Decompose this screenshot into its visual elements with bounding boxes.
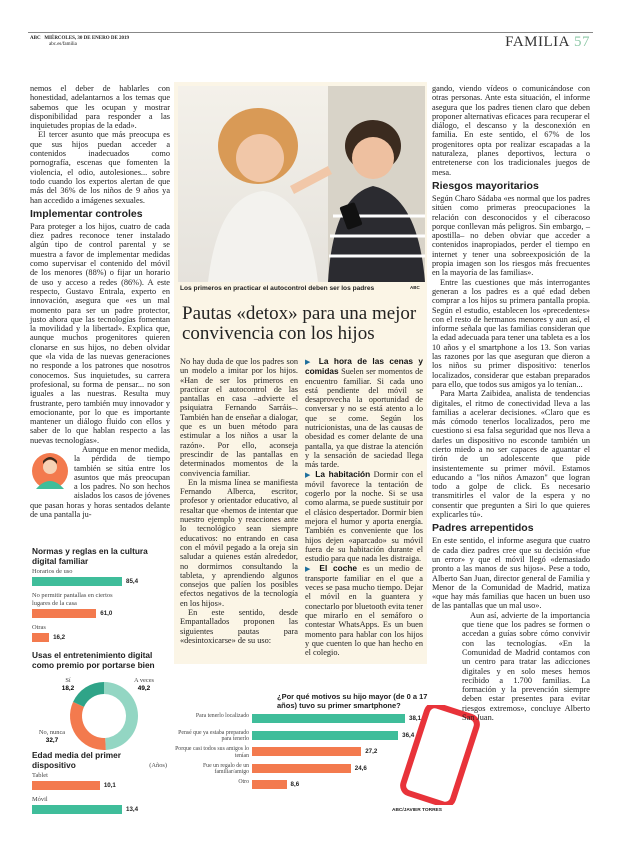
- bar: [252, 731, 398, 740]
- section-name: FAMILIA: [505, 34, 570, 50]
- bar-value: 16,2: [53, 634, 66, 641]
- bar-value: 10,1: [103, 782, 116, 789]
- chart-title: Normas y reglas en la cultura digital familiar: [32, 546, 148, 566]
- photo-credit: ABC: [410, 285, 420, 290]
- paragraph: Aun así, advierte de la importancia que tiene que los padres se formen o accedan a guías sobre cómo convivir con las tecnologías. «En la Comunidad de Madrid contamos con un centro para tratar las adicciones digitales y en solo meses hemos recibido a 1.700 familias. La formación y la prevención siempre deben estar presentes para evitar riesgos extremos», concluye Alberto San Juan.: [462, 610, 590, 722]
- triangle-bullet-icon: ▶: [305, 564, 314, 573]
- bar: [252, 780, 287, 789]
- subheading: Riesgos mayoritarios: [432, 179, 539, 192]
- page-number: 57: [574, 34, 590, 50]
- paragraph: Para proteger a los hijos, cuatro de cada diez padres reconoce tener instalado algún tipo de control parental y se muestra a favor de implementar medidas como supervisar el contenido del móvil de los menores (88%) o fijar un horario de uso y acceso a redes (86%). A este respecto, Gustavo Entrala, experto en innovación, asegura que «es un mal momento para ser un padre protector, justo ahora que las tecnologías fomentan la movilidad y la libertad». Explica que, aunque muchos progenitores quieren clonarse en sus hijos, no deben olvidar que «la vida de las nuevas generaciones no responde a los patrones que nosotros conocemos. Sus inquietudes, su carrera profesional, su forma de pensar... no son iguales a las nuestras. Resulta muy frustrante, pero también muy innovador y emocionante, por lo que es importante mantener un diálogo fluido con ellos y saber de lo que hablan respecto a las nuevas tecnologías».: [30, 221, 170, 445]
- paragraph: Entre las cuestiones que más interrogantes generan a los padres es a qué edad deben comprar a los hijos su primera pantalla propia. Según el estudio, establecen los «precedentes» con el resto de hermanos menores y aun así, el informe señala que las familias consideran que la edad adecuada para tener una tableta es a los 10 años y el smartphone a los 13. Son varias las razones por las que aseguran que dieron a los niños su primer dispositivo: tenerlos localizados, considerar que estaban preparados para ello, que todos sus amigos ya lo tenían...: [432, 277, 590, 389]
- bar: [32, 609, 96, 618]
- bar: [32, 577, 122, 586]
- paragraph: Aunque en menor medida, la pérdida de tiempo también se sitúa entre los asuntos que más preocupan a los padres. No son hechos aislados los casos de jóvenes que pasan horas y horas sentados delante de una pantalla ju-: [30, 444, 171, 520]
- date: MIÉRCOLES, 30 DE ENERO DE 2019: [44, 36, 130, 41]
- section-header: [505, 34, 590, 51]
- graphic-credit: ABC/JAVIER TORRES: [392, 808, 442, 813]
- bar-label: Horarios de uso: [32, 568, 73, 575]
- bar-value: 24,6: [354, 764, 367, 772]
- subheading: Padres arrepentidos: [432, 522, 534, 535]
- chart-age: [32, 750, 167, 830]
- subheading: Implementar controles: [30, 207, 143, 220]
- bar-value: 38,1: [409, 715, 422, 722]
- brand: ABC: [30, 36, 41, 41]
- slice-value: 32,7: [45, 737, 59, 744]
- bar-value: 61,0: [100, 610, 113, 617]
- chart-title: Edad media del primer dispositivo: [32, 750, 121, 770]
- sidebar-column-1: [180, 357, 298, 645]
- slice-label: A veces: [133, 677, 155, 684]
- bar-label: Otro: [238, 779, 249, 785]
- tip-text: Suelen ser momentos de encuentro familiar. Si cada uno está pendiente del móvil se desaprovecha la oportunidad de conversar y no se está atento a lo que se come. Según los nutricionistas, una de las causas de obesidad es comer delante de una pantalla, ya que distrae la atención y la sensación de saciedad llega más tarde.: [305, 367, 423, 470]
- bar-value: 85,4: [126, 578, 139, 585]
- paragraph: En este sentido, el informe asegura que cuatro de cada diez padres cree que su decisión «fue un error» y que el móvil llegó «demasiado pronto a las manos de sus hijos». Pese a todo, Alberto San Juan, director general de Familia y Menor de la Comunidad de Madrid, matiza «que hay más familias que hacen un buen uso de las pantallas que un mal uso».: [432, 536, 590, 611]
- header-meta: [30, 36, 129, 48]
- bar: [32, 633, 49, 642]
- slice-label: No, nunca: [38, 729, 66, 736]
- bar-label: Pensé que ya estaba preparado para tenerlo: [178, 729, 249, 743]
- left-column: [30, 84, 170, 519]
- chart-title: Usas el entretenimiento digital como premio por portarse bien: [32, 650, 155, 670]
- paragraph: Según Charo Sádaba «es normal que los padres sitúen como primeras preocupaciones la relación con desconocidos y el ciberacoso porque conllevan más peligros. Sin embargo, –apostilla– no deben obviar que acceder a contenidos inapropiados, perder el tiempo en internet y tener una sobreexposición de la propia imagen son los riesgos más frecuentes en la mayoría de las familias».: [432, 193, 590, 278]
- url[interactable]: abc.es/familia: [49, 42, 77, 47]
- triangle-bullet-icon: ▶: [305, 470, 312, 479]
- slice-value: 49,2: [137, 685, 151, 692]
- right-column: [432, 84, 590, 722]
- tip-heading: El coche: [319, 562, 358, 573]
- bar-label: Fue un regalo de un familiar/amigo: [202, 762, 249, 776]
- sidebar-column-2: [305, 357, 423, 658]
- person-icon: [30, 449, 70, 495]
- photo-caption: Los primeros en practicar el autocontrol deben ser los padres: [180, 285, 375, 292]
- chart-title: ¿Por qué motivos su hijo mayor (de 0 a 17 años) tuvo su primer smartphone?: [277, 692, 428, 710]
- chart-smartphone: [172, 714, 432, 804]
- unit-label: (Años): [149, 762, 167, 769]
- donut-slice: [73, 682, 104, 707]
- tip-heading: La habitación: [315, 468, 371, 479]
- donut-slice: [70, 702, 106, 750]
- paragraph: gando, viendo vídeos o comunicándose con otras personas. Ante esta situación, el informe asegura que los padres tienen claro que deben proponer alternativas eficaces para recuperar el diálogo, el descanso y la desconexión en familia. En este sentido, el 67% de los progenitores opta por realizar escapadas a la naturaleza, planes deportivos, lectura o entretenerse con los tradicionales juegos de mesa.: [432, 84, 590, 177]
- triangle-bullet-icon: ▶: [305, 358, 314, 366]
- paragraph: nemos el deber de hablarles con honestidad, adelantarnos a los temas que sabemos que les ocupan y mostrar disponibilidad para responder a las inquietudes propias de la edad».: [30, 84, 170, 131]
- bar-label: No permitir pantallas en ciertos lugares de la casa: [32, 592, 113, 607]
- paragraph: En este sentido, desde Empantallados proponen las siguientes pautas para «desintoxicarse» de su uso:: [180, 608, 298, 645]
- bar-label: Móvil: [32, 796, 48, 803]
- slice-value: 18,2: [61, 685, 75, 692]
- bar: [252, 714, 405, 723]
- bar-value: 27,2: [365, 748, 378, 755]
- bar: [252, 764, 351, 773]
- chart-reward: [32, 650, 167, 744]
- bar: [32, 781, 100, 790]
- slice-label: Sí: [65, 677, 71, 684]
- bar: [252, 747, 361, 756]
- bar: [32, 805, 122, 814]
- bar-label: Tablet: [32, 772, 48, 779]
- tip-text: es un medio de transporte familiar en el que a veces se pasa mucho tiempo. Dejar el móvil en la guantera y conectarlo por bluetooth evita tener que mirarlo en el semáforo o contestar WhatsApps. Es un buen momento para hablar con los hijos y que cuenten lo que han hecho en el colegio.: [305, 563, 424, 658]
- bar-value: 13,4: [126, 806, 139, 813]
- tip-heading: La hora de las cenas y comidas: [305, 356, 423, 377]
- header-rule: [28, 32, 593, 33]
- donut-slice: [104, 682, 138, 750]
- photo: [178, 86, 425, 282]
- paragraph: No hay duda de que los padres son un modelo a imitar por los hijos. «Han de ser los primeros en practicar el autocontrol de las pantallas en casa –advierte el psiquiatra Fernando Sarráis–. También han de enseñar a dialogar, que es un buen método para estimular a los niños a usar la razón». Por ello, aconseja prescindir de las pantallas en determinados momentos de la convivencia familiar.: [180, 357, 298, 478]
- bar-value: 36,4: [402, 731, 415, 739]
- bar-value: 8,6: [290, 781, 300, 788]
- bar-label: Porque casi todos sus amigos lo tenían: [175, 746, 249, 759]
- bar-label: Para tenerlo localizado: [195, 713, 249, 719]
- sidebar-title: Pautas «detox» para una mejor convivencia con los hijos: [182, 303, 417, 344]
- paragraph: En la misma línea se manifiesta Fernando Alberca, escritor, profesor y orientador educativo, al resaltar que «hemos de intentar que nuestro ejemplo y reacciones ante lo tecnológico sean siempre educativos: no entrando en casa con el móvil pegado a la oreja sin saludar a quienes están alrededor, no dormirnos consultando la tableta, y aprendiendo algunos consejos que palíen los posibles efectos negativos de la tecnología en los hijos».: [180, 477, 298, 608]
- bar-label: Otras: [32, 624, 46, 631]
- paragraph: Para Marta Zaibidea, analista de tendencias digitales, el ritmo de conectividad lleva a las familias a acelerar decisiones. «Claro que es más cómodo tenerlos localizados, pero me cuestiono si esa falsa seguridad que nos lleva a darles un dispositivo no esconde también un cierto miedo a no ser capaces de aguantar el tirón de un adolescente que pide insistentemente su primer móvil. Estamos educando a "los niños Amazon" que logran todo a golpe de click. Es necesario transmitirles el valor de la espera y no consentir que pregunten a Siri lo que quieres explicarles tú».: [432, 389, 590, 520]
- tip-text: Dormir con el móvil favorece la tentación de cogerlo por la noche. Si se usa como alarma, se puede sustituir por el clásico despertador. Dormir bien mejora el humor y aporta energía. También es conveniente que los hijos dejen «aparcado» su móvil fuera de su habitación durante el estudio para que nada les distraiga.: [305, 469, 424, 564]
- paragraph: El tercer asunto que más preocupa es que sus hijos puedan acceder a contenidos inadecuados como pornografía, escenas que fomenten la violencia, el odio, autolesiones... sobre todo cuando los expertos alertan de que más del 36% de los niños de 9 años ya han accedido a imágenes sexuales.: [30, 130, 170, 205]
- chart-norms: [32, 546, 167, 646]
